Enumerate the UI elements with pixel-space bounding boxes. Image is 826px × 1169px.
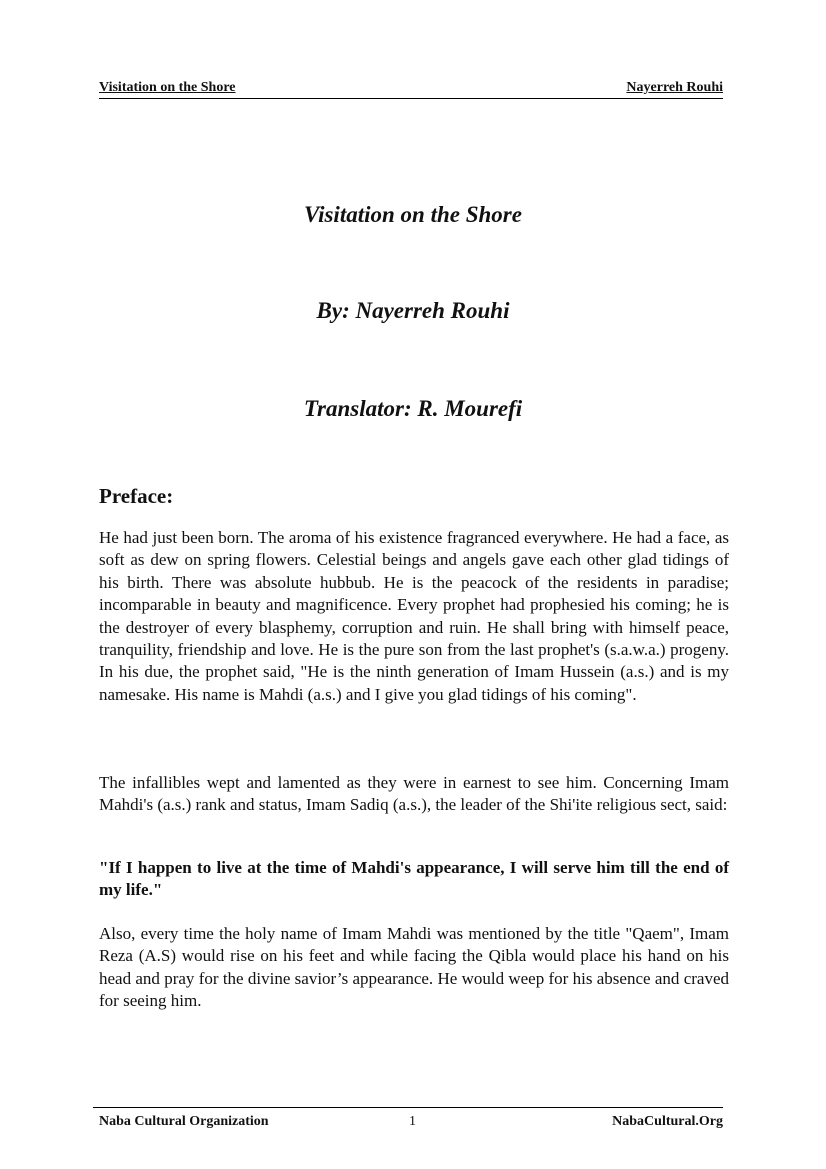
footer-website: NabaCultural.Org <box>612 1114 723 1129</box>
header-book-title: Visitation on the Shore <box>99 80 236 95</box>
running-header <box>99 80 723 99</box>
book-title: Visitation on the Shore <box>304 202 522 227</box>
page-number: 1 <box>409 1114 416 1129</box>
running-footer <box>93 1107 723 1132</box>
quote-paragraph: "If I happen to live at the time of Mahdi's appearance, I will serve him till the end of my life." <box>99 858 729 900</box>
header-author: Nayerreh Rouhi <box>626 80 723 95</box>
preface-paragraph-4: Also, every time the holy name of Imam Mahdi was mentioned by the title "Qaem", Imam Reza (A.S) would rise on his feet and while facing the Qibla would place his hand on his head and pray for the divine savior’s appearance. He would weep for his absence and craved for seeing him. <box>99 924 729 1011</box>
translator-line: Translator: R. Mourefi <box>303 396 523 421</box>
preface-paragraph-1: He had just been born. The aroma of his existence fragranced everywhere. He had a face, as soft as dew on spring flowers. Celestial beings and angels gave each other glad tidings of his birth. There was absolute hubbub. He is the peacock of the residents in paradise; incomparable in beauty and magnificence. Every prophet had prophesied his coming; he is the destroyer of every blasphemy, corruption and ruin. He shall bring with himself peace, tranquility, friendship and love. He is the pure son from the last prophet's (s.a.w.a.) progeny. In his due, the prophet said, "He is the ninth generation of Imam Hussein (a.s.) and is my namesake. His name is Mahdi (a.s.) and I give you glad tidings of his coming". <box>99 528 729 704</box>
preface-paragraph-2: The infallibles wept and lamented as they were in earnest to see him. Concerning Imam Mahdi's (a.s.) rank and status, Imam Sadiq (a.s.), the leader of the Shi'ite religious sect, said: <box>99 773 729 815</box>
author-line: By: Nayerreh Rouhi <box>316 298 510 323</box>
footer-organization: Naba Cultural Organization <box>99 1114 269 1129</box>
preface-heading: Preface: <box>99 484 174 508</box>
